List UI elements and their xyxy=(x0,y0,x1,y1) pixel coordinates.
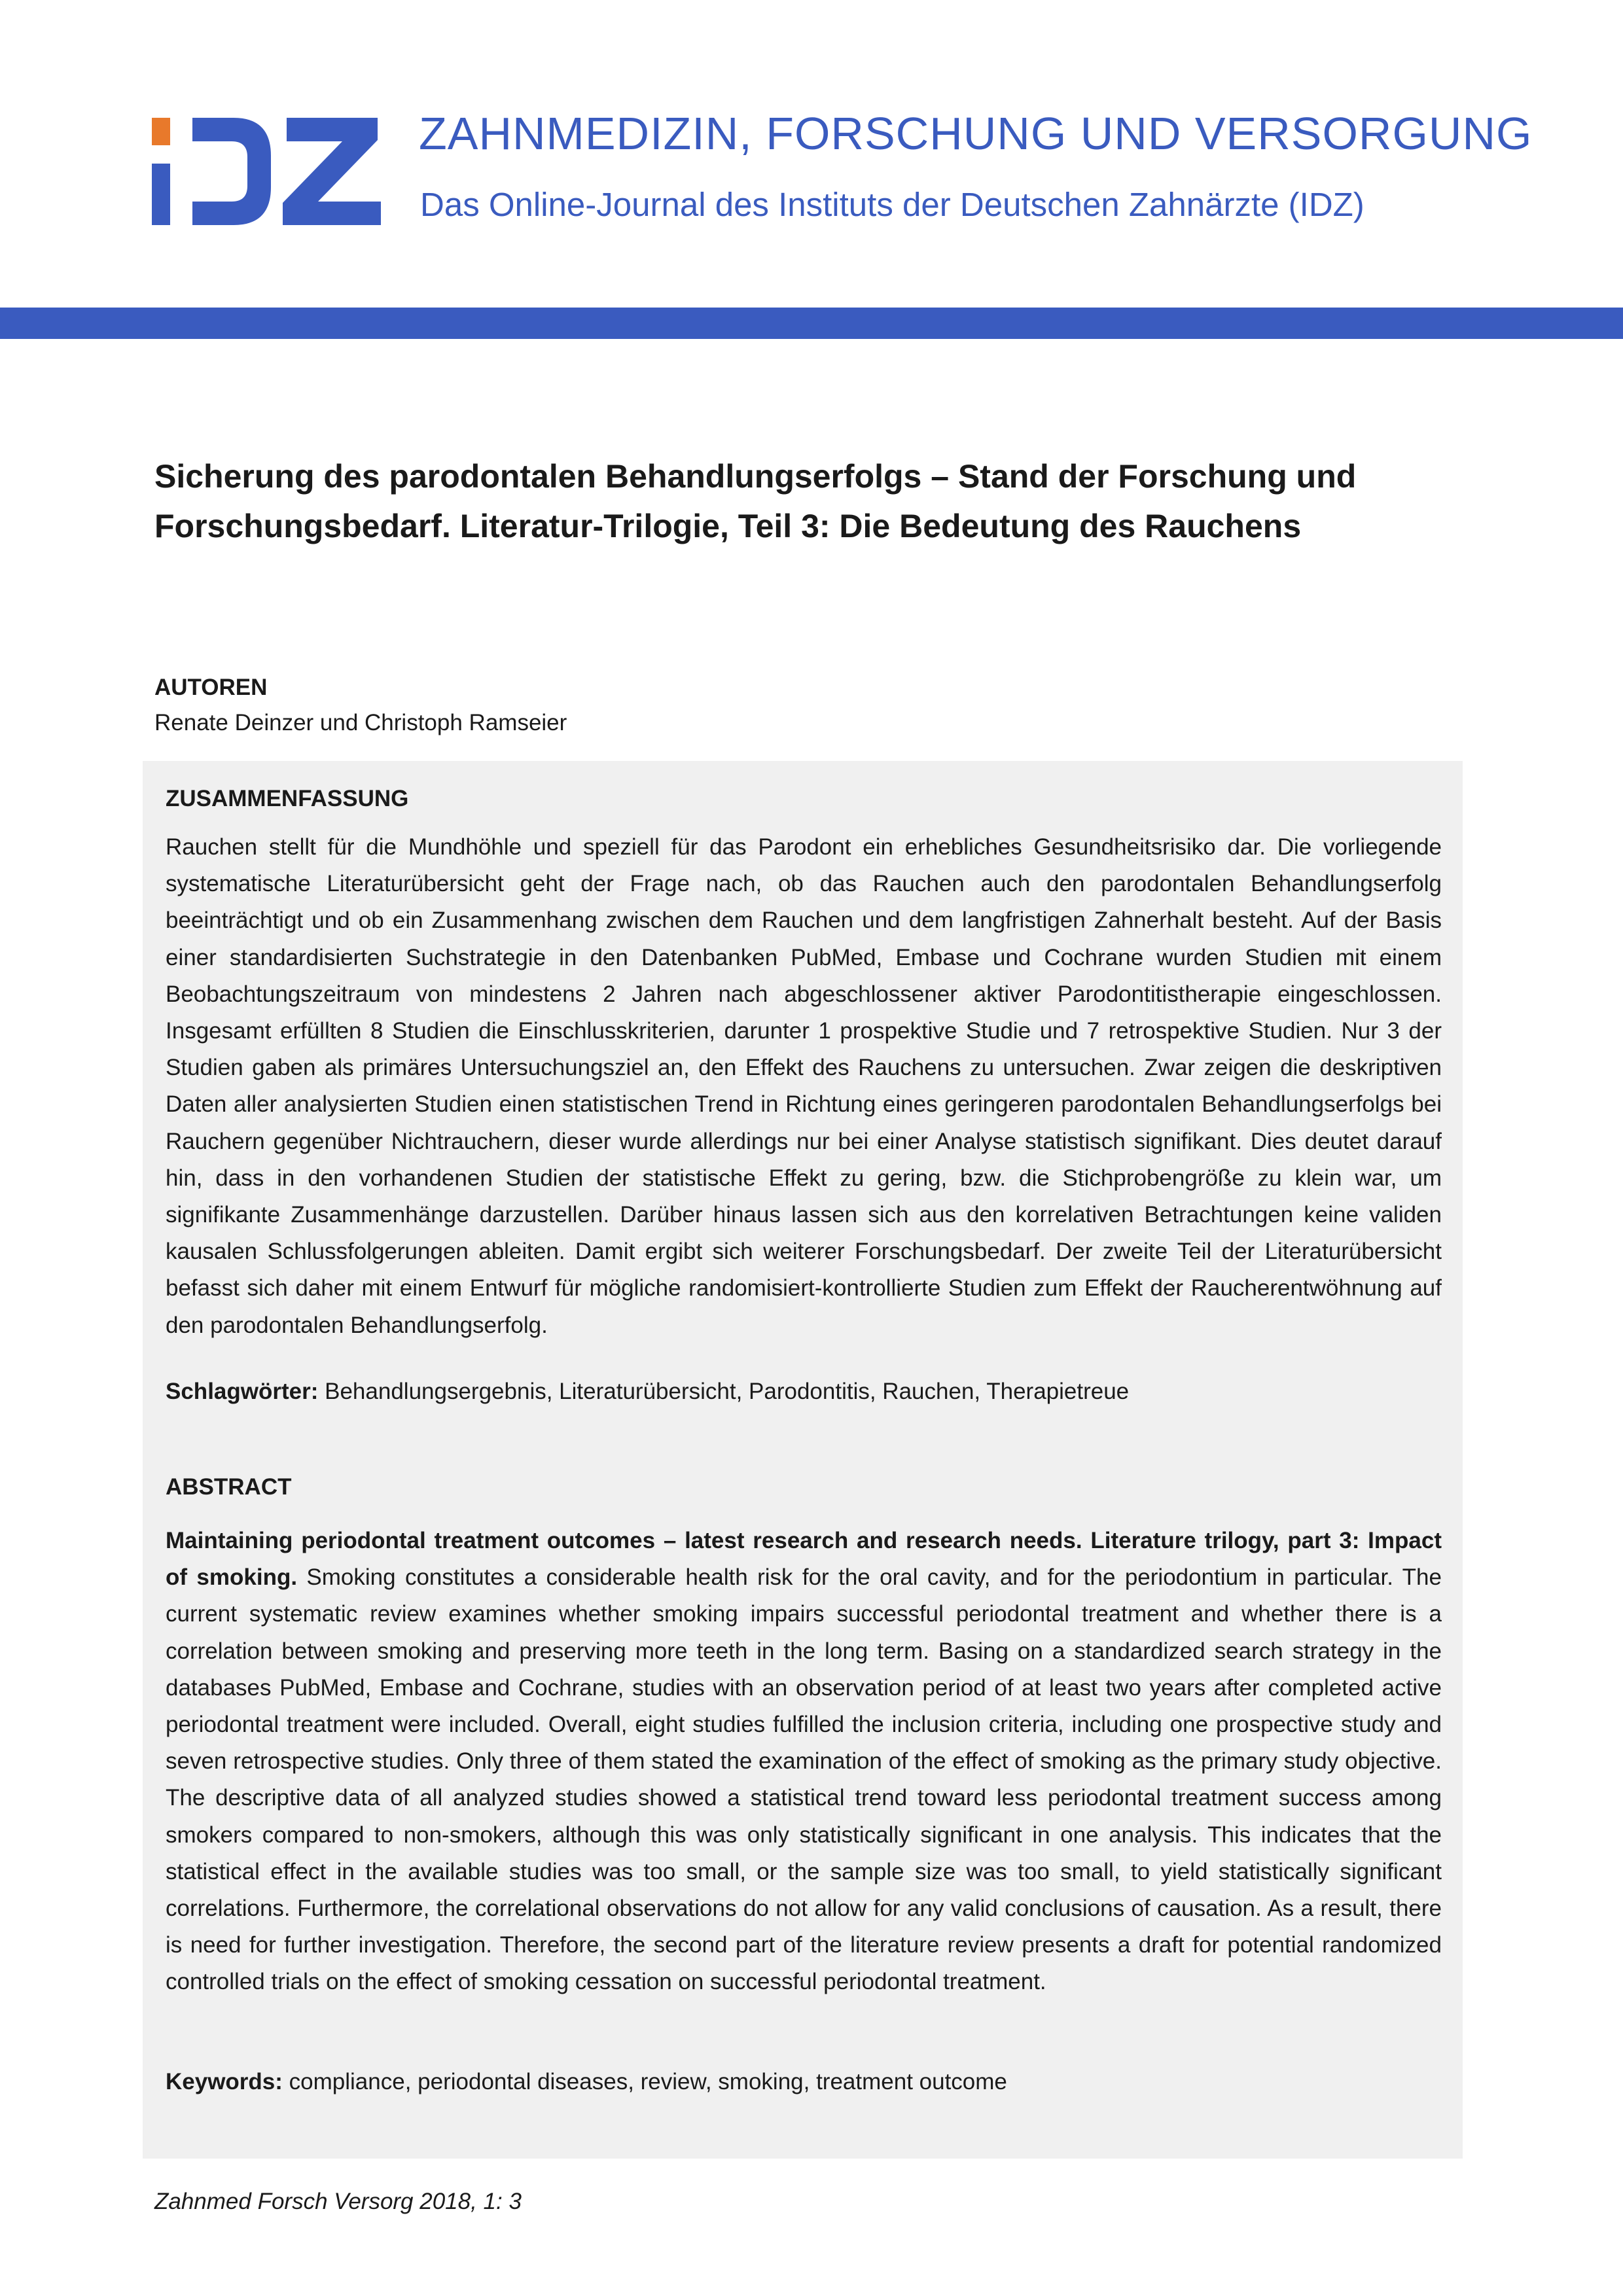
keywords-line xyxy=(166,2066,1442,2098)
header-divider-bar xyxy=(0,308,1623,339)
logo-z-shape xyxy=(283,118,381,225)
journal-title: ZAHNMEDIZIN, FORSCHUNG UND VERSORGUNG xyxy=(419,108,1533,159)
abstract-text xyxy=(166,1523,1442,2001)
zusammenfassung-text: Rauchen stellt für die Mundhöhle und speziell für das Parodont ein erhebliches Gesundheitsrisiko dar. Die vorliegende systematische Literaturübersicht geht der Frage nach, ob das Rauchen auch den parodontalen Behandlungserfolg beeinträchtigt und ob ein Zusammenhang zwischen dem Rauchen und dem langfristigen Zahnerhalt besteht. Auf der Basis einer standardisierten Suchstrategie in den Datenbanken PubMed, Embase und Cochrane wurden Studien mit einem Beobachtungszeitraum von mindestens 2 Jahren nach abgeschlossener aktiver Parodontitistherapie eingeschlossen. Insgesamt erfüllten 8 Studien die Einschlusskriterien, darunter 1 prospektive Studie und 7 retrospektive Studien. Nur 3 der Studien gaben als primäres Untersuchungsziel an, den Effekt des Rauchens zu untersuchen. Zwar zeigen die deskriptiven Daten aller analysierten Studien einen statistischen Trend in Richtung eines geringeren parodontalen Behandlungserfolgs bei Rauchern gegenüber Nichtrauchern, dieser wurde allerdings nur bei einer Analyse statistisch signifikant. Dies deutet darauf hin, dass in den vorhandenen Studien der statistische Effekt zu gering, bzw. die Stichprobengröße zu klein war, um signifikante Zusammenhänge darzustellen. Darüber hinaus lassen sich aus den korrelativen Betrachtungen keine validen kausalen Schlussfolgerungen ableiten. Damit ergibt sich weiterer Forschungsbedarf. Der zweite Teil der Literaturübersicht befasst sich daher mit einem Entwurf für mögliche randomisiert-kontrollierte Studien zum Effekt der Raucherentwöhnung auf den parodontalen Behandlungserfolg. xyxy=(166,834,1442,1338)
logo-orange-bar xyxy=(152,118,170,145)
schlagwoerter-label: Schlagwörter: xyxy=(166,1379,319,1404)
abstract-body: Smoking constitutes a considerable health risk for the oral cavity, and for the periodontium in particular. The current systematic review examines whether smoking impairs successful periodontal treatment and whether there is a correlation between smoking and preserving more teeth in the long term. Basing on a standardized search strategy in the databases PubMed, Embase and Cochrane, studies with an observation period of at least two years after completed active periodontal treatment were included. Overall, eight studies fulfilled the inclusion criteria, including one prospective study and seven retrospective studies. Only three of them stated the examination of the effect of smoking as the primary study objective. The descriptive data of all analyzed studies showed a statistical trend toward less periodontal treatment success among smokers compared to non-smokers, although this was only statistically significant in one analysis. This indicates that the statistical effect in the available studies was too small, or the sample size was too small, to yield statistically significant correlations. Furthermore, the correlational observations do not allow for any valid conclusions of causation. As a result, there is need for further investigation. Therefore, the second part of the literature review presents a draft for potential randomized controlled trials on the effect of smoking cessation on successful periodontal treatment. xyxy=(166,1564,1442,1995)
authors-names: Renate Deinzer und Christoph Ramseier xyxy=(154,710,567,735)
idz-logo xyxy=(152,118,387,225)
logo-i-stem xyxy=(152,164,170,225)
abstract-lead: Maintaining periodontal treatment outcomes – latest research and research needs. Literature trilogy, part 3: Impact of smoking. xyxy=(166,1528,1442,1591)
journal-subtitle: Das Online-Journal des Instituts der Deutschen Zahnärzte (IDZ) xyxy=(420,186,1364,223)
abstract-heading: ABSTRACT xyxy=(166,1474,292,1500)
schlagwoerter-line xyxy=(166,1375,1442,1408)
footer-citation: Zahnmed Forsch Versorg 2018, 1: 3 xyxy=(154,2189,522,2214)
logo-d-shape xyxy=(192,118,271,225)
keywords-values: compliance, periodontal diseases, review, smoking, treatment outcome xyxy=(289,2069,1007,2094)
authors-heading: AUTOREN xyxy=(154,675,268,700)
article-title: Sicherung des parodontalen Behandlungserfolgs – Stand der Forschung und Forschungsbedarf. Literatur-Trilogie, Teil 3: Die Bedeutung des Rauchens xyxy=(154,458,1357,544)
zusammenfassung-heading: ZUSAMMENFASSUNG xyxy=(166,786,409,811)
keywords-label: Keywords: xyxy=(166,2069,283,2094)
schlagwoerter-values: Behandlungsergebnis, Literaturübersicht, Parodontitis, Rauchen, Therapietreue xyxy=(325,1379,1130,1404)
